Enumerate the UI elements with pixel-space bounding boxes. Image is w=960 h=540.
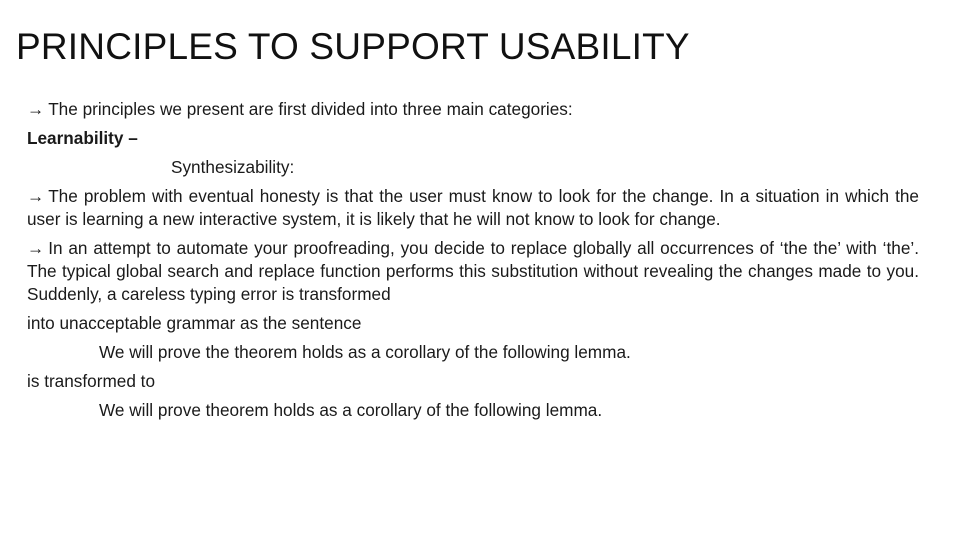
bullet-proofreading <box>27 237 919 306</box>
slide-title: PRINCIPLES TO SUPPORT USABILITY <box>16 26 690 67</box>
transformed-to-line: is transformed to <box>27 371 155 391</box>
arrow-icon: → <box>27 186 45 206</box>
intro-text: The principles we present are first divided into three main categories: <box>48 99 573 119</box>
bullet-intro <box>27 98 919 121</box>
synthesizability-line: Synthesizability: <box>171 157 295 177</box>
honesty-text: The problem with eventual honesty is that the user must know to look for the change. In a situation in which the user is learning a new interactive system, it is likely that he will not know to look for change. <box>27 186 919 229</box>
arrow-icon: → <box>27 99 45 119</box>
grammar-line: into unacceptable grammar as the sentence <box>27 313 362 333</box>
arrow-icon: → <box>27 238 45 258</box>
slide-body <box>27 98 919 422</box>
learnability-line: Learnability – <box>27 128 138 148</box>
proofreading-text: In an attempt to automate your proofreading, you decide to replace globally all occurrences of ‘the the’ with ‘the’. The typical global search and replace function performs this substitution without revealing the changes made to you. Suddenly, a careless typing error is transformed <box>27 238 919 304</box>
bullet-honesty <box>27 185 919 231</box>
sentence-transformed: We will prove theorem holds as a corollary of the following lemma. <box>99 400 603 420</box>
sentence-original: We will prove the theorem holds as a corollary of the following lemma. <box>99 342 631 362</box>
